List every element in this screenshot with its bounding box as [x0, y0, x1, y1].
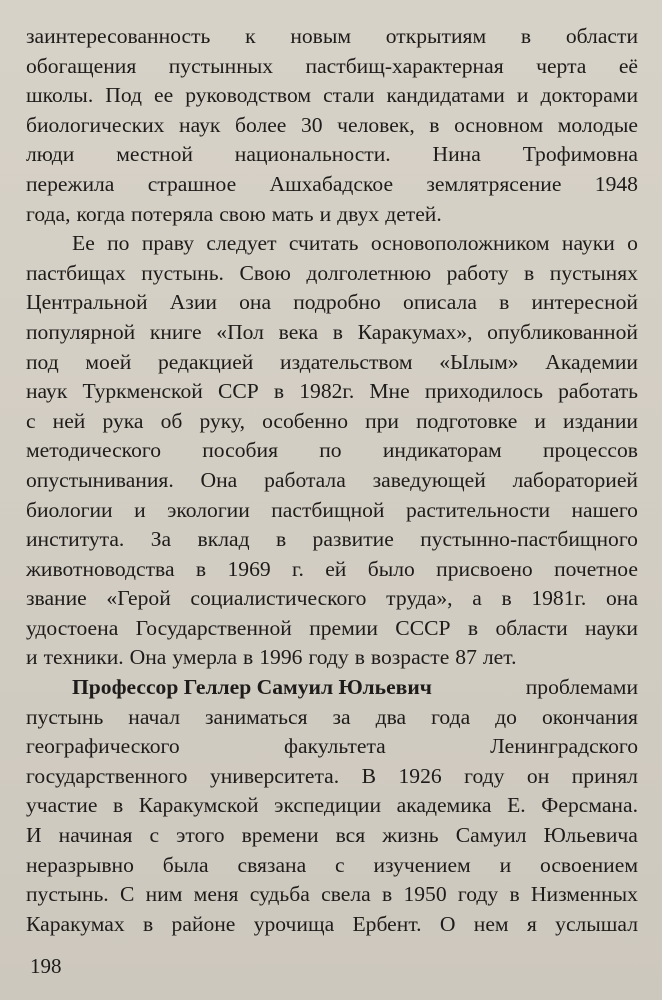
- paragraph: [26, 229, 638, 673]
- text-line: обогащения пустынных пастбищ-характерная черта её: [26, 53, 638, 78]
- text-line: государственного университета. В 1926 году он принял: [26, 763, 638, 788]
- text-line: пустынь начал заниматься за два года до окончания: [26, 704, 638, 729]
- text-line: пастбищах пустынь. Свою долголетнюю работу в пустынях: [26, 260, 638, 285]
- text-line: и техники. Она умерла в 1996 году в возрасте 87 лет.: [26, 645, 517, 670]
- text-line: животноводства в 1969 г. ей было присвоено почетное: [26, 556, 638, 581]
- text-line: удостоена Государственной премии СССР в области науки: [26, 615, 638, 640]
- text-line: института. За вклад в развитие пустынно-пастбищного: [26, 527, 638, 552]
- text-line: заинтересованность к новым открытиям в области: [26, 24, 638, 48]
- page-text: [26, 22, 638, 939]
- text-line: наук Туркменской ССР в 1982г. Мне приходилось работать: [26, 379, 638, 404]
- paragraph: [26, 22, 638, 229]
- text-line: Каракумах в районе урочища Ербент. О нем я услышал: [26, 911, 638, 936]
- text-line: звание «Герой социалистического труда», а в 1981г. она: [26, 586, 638, 611]
- text-line: Центральной Азии она подробно описала в интересной: [26, 290, 638, 315]
- text-line: под моей редакцией издательством «Ылым» Академии: [26, 349, 638, 374]
- text-line: участие в Каракумской экспедиции академика Е. Ферсмана.: [26, 793, 638, 818]
- text-line: года, когда потеряла свою мать и двух детей.: [26, 201, 442, 226]
- text-line: биологии и экологии пастбищной растительности нашего: [26, 497, 638, 522]
- text-line: популярной книге «Пол века в Каракумах», опубликованной: [26, 319, 638, 344]
- text-line: люди местной национальности. Нина Трофимовна: [26, 142, 638, 167]
- text-line: неразрывно была связана с изучением и освоением: [26, 852, 638, 877]
- text-line: Ее по праву следует считать основоположником науки о: [72, 231, 638, 256]
- text-line: пустынь. С ним меня судьба свела в 1950 году в Низменных: [26, 882, 638, 907]
- text-line: И начиная с этого времени вся жизнь Самуил Юльевича: [26, 823, 638, 848]
- text-line: Профессор Геллер Самуил Юльевич проблемами: [26, 673, 638, 703]
- text-line: школы. Под ее руководством стали кандидатами и докторами: [26, 83, 638, 108]
- text-line: методического пособия по индикаторам процессов: [26, 438, 638, 463]
- text-line: опустынивания. Она работала заведующей лабораторией: [26, 467, 638, 492]
- page-number: 198: [30, 954, 62, 978]
- paragraph: [26, 673, 638, 939]
- text-line: биологических наук более 30 человек, в основном молодые: [26, 112, 638, 137]
- text-line: с ней рука об руку, особенно при подготовке и издании: [26, 408, 638, 433]
- text-line: пережила страшное Ашхабадское землятрясение 1948: [26, 171, 638, 196]
- text-line: географического факультета Ленинградского: [26, 734, 638, 759]
- bold-name: Профессор Геллер Самуил Юльевич: [72, 675, 432, 700]
